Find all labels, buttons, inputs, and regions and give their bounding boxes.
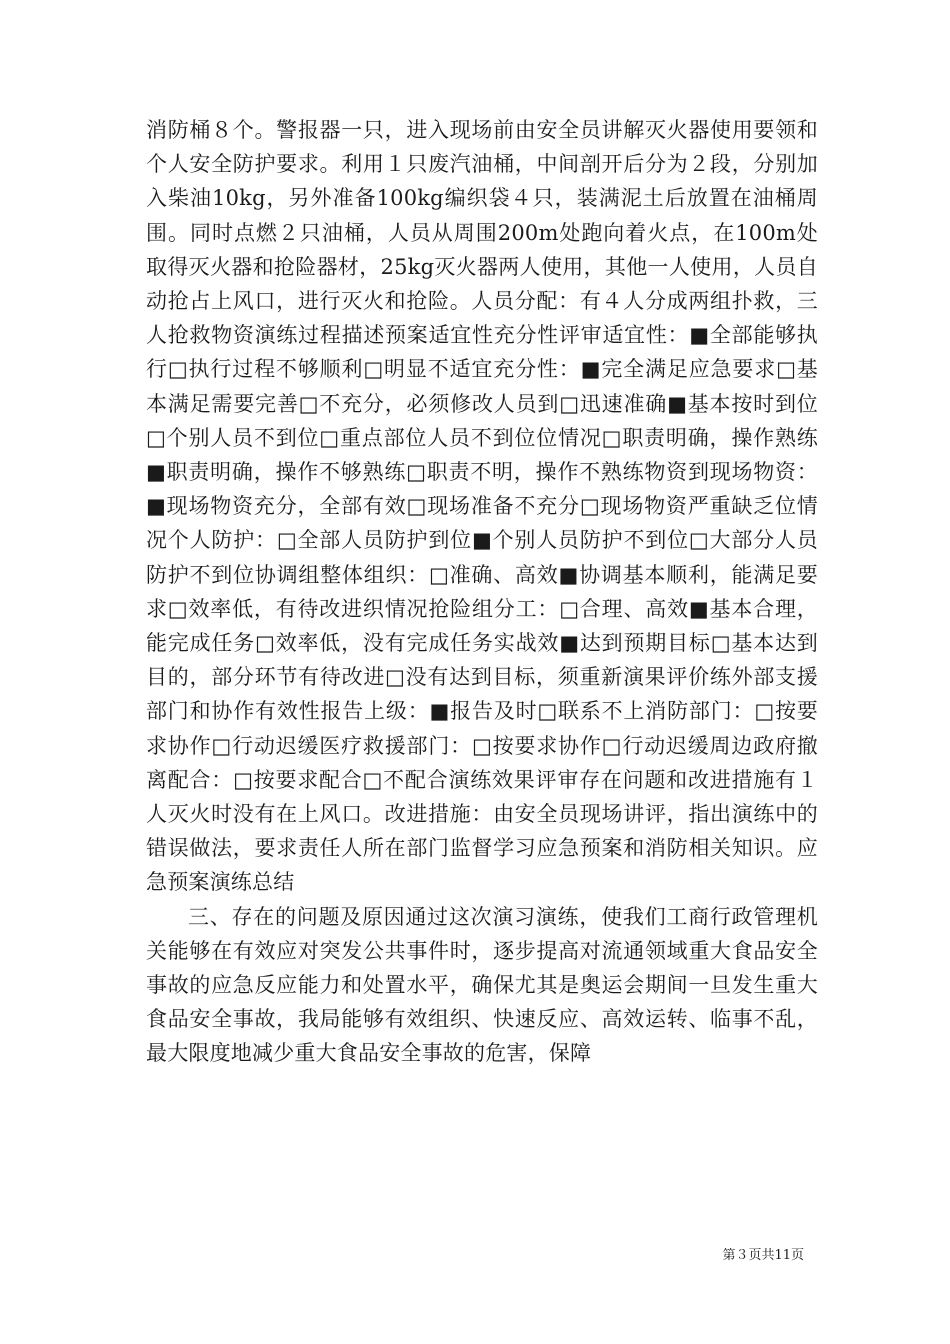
- body-paragraph-1: 消防桶８个。警报器一只，进入现场前由安全员讲解灭火器使用要领和个人安全防护要求。利用１只废汽油桶，中间剖开后分为２段，分别加入柴油10kg，另外准备100kg编织袋４只，装满泥土后放置在油桶周围。同时点燃２只油桶，人员从周围200m处跑向着火点，在100m处取得灭火器和抢险器材，25kg灭火器两人使用，其他一人使用，人员自动抢占上风口，进行灭火和抢险。人员分配：有４人分成两组扑救，三人抢救物资演练过程描述预案适宜性充分性评审适宜性：■全部能够执行□执行过程不够顺利□明显不适宜充分性：■完全满足应急要求□基本满足需要完善□不充分，必须修改人员到□迅速准确■基本按时到位□个别人员不到位□重点部位人员不到位位情况□职责明确，操作熟练■职责明确，操作不够熟练□职责不明，操作不熟练物资到现场物资：■现场物资充分，全部有效□现场准备不充分□现场物资严重缺乏位情况个人防护：□全部人员防护到位■个别人员防护不到位□大部分人员防护不到位协调组整体组织：□准确、高效■协调基本顺利，能满足要求□效率低，有待改进织情况抢险组分工：□合理、高效■基本合理，能完成任务□效率低，没有完成任务实战效■达到预期目标□基本达到目的，部分环节有待改进□没有达到目标，须重新演果评价练外部支援部门和协作有效性报告上级：■报告及时□联系不上消防部门：□按要求协作□行动迟缓医疗救援部门：□按要求协作□行动迟缓周边政府撤离配合：□按要求配合□不配合演练效果评审存在问题和改进措施有１人灭火时没有在上风口。改进措施：由安全员现场讲评，指出演练中的错误做法，要求责任人所在部门监督学习应急预案和消防相关知识。应急预案演练总结: [146, 118, 818, 895]
- body-paragraph-2: 三、存在的问题及原因通过这次演习演练，使我们工商行政管理机关能够在有效应对突发公共事件时，逐步提高对流通领域重大食品安全事故的应急反应能力和处置水平，确保尤其是奥运会期间一旦发生重大食品安全事故，我局能够有效组织、快速反应、高效运转、临事不乱，最大限度地减少重大食品安全事故的危害，保障: [146, 904, 818, 1066]
- page-number-footer: 第３页共11页: [722, 1248, 804, 1263]
- document-body: [146, 113, 818, 1071]
